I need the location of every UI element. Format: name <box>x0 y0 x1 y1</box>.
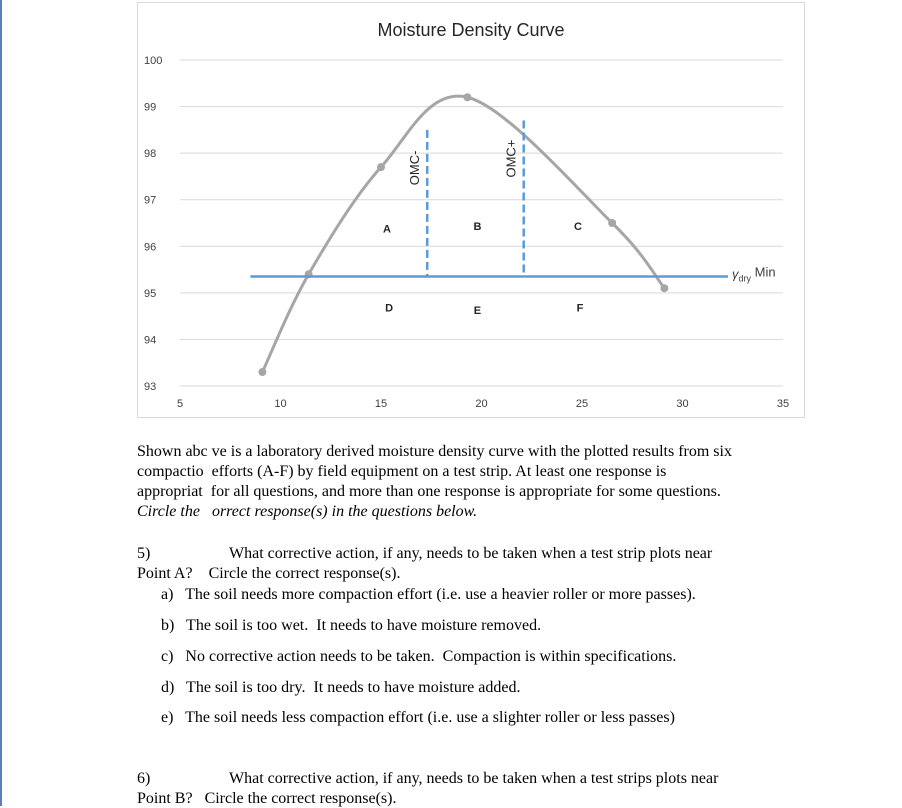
x-tick-label: 20 <box>475 398 488 410</box>
q5-option-a[interactable]: a) The soil needs more compaction effort (i.e. use a heavier roller or more passes). <box>161 586 696 603</box>
q5-line-2: Point A? Circle the correct response(s). <box>137 565 401 582</box>
y-tick-label: 94 <box>144 334 157 347</box>
q6-number: 6) <box>137 770 151 787</box>
page-edge-rule <box>0 0 2 806</box>
q6-line-2: Point B? Circle the correct response(s). <box>137 790 397 807</box>
y-tick-label: 95 <box>144 287 157 300</box>
region-label-c: C <box>574 220 582 233</box>
q5-option-b[interactable]: b) The soil is too wet. It needs to have moisture removed. <box>161 617 542 634</box>
intro-line-1: Shown abc ve is a laboratory derived moisture density curve with the plotted results from six <box>137 443 732 460</box>
region-label-f: F <box>576 302 584 315</box>
region-label-b: B <box>473 220 482 233</box>
omc-label-2: OMC+ <box>503 139 519 178</box>
intro-line-2: compactio efforts (A-F) by field equipment on a test strip. At least one response is <box>137 463 667 480</box>
x-tick-label: 10 <box>274 398 287 410</box>
omc-label-1: OMC- <box>407 150 423 186</box>
data-point-3 <box>377 163 385 171</box>
intro-line-3: appropriat for all questions, and more than one response is appropriate for some questions. <box>137 483 721 500</box>
q5-number: 5) <box>137 545 151 562</box>
moisture-density-chart <box>137 2 805 418</box>
data-point-6 <box>660 284 668 292</box>
chart-title: Moisture Density Curve <box>377 20 565 40</box>
q5-option-e[interactable]: e) The soil needs less compaction effort (i.e. use a slighter roller or less passes) <box>161 709 675 726</box>
data-point-4 <box>463 93 471 101</box>
x-tick-label: 25 <box>575 398 589 410</box>
chart-svg <box>138 3 804 417</box>
y-tick-label: 99 <box>144 101 157 114</box>
y-tick-label: 97 <box>144 194 157 207</box>
intro-line-4: Circle the orrect response(s) in the questions below. <box>137 503 478 520</box>
y-tick-label: 93 <box>144 381 157 393</box>
x-tick-label: 5 <box>176 398 184 410</box>
region-label-d: D <box>385 302 394 315</box>
q6-question: What corrective action, if any, needs to be taken when a test strips plots near <box>229 770 719 787</box>
data-point-1 <box>258 368 266 376</box>
y-tick-label: 100 <box>144 55 163 67</box>
data-point-5 <box>608 219 616 227</box>
moisture-density-curve <box>262 96 664 372</box>
q5-option-d[interactable]: d) The soil is too dry. It needs to have moisture added. <box>161 679 521 696</box>
q5-option-c[interactable]: c) No corrective action needs to be taken. Compaction is within specifications. <box>161 648 677 665</box>
x-tick-label: 15 <box>374 398 388 410</box>
x-tick-label: 30 <box>676 398 689 410</box>
y-tick-label: 98 <box>144 148 157 161</box>
region-label-e: E <box>473 304 482 317</box>
y-tick-label: 96 <box>144 241 157 254</box>
ydry-min-label: $\gamma_{dry}$ Min <box>732 264 776 284</box>
q5-question: What corrective action, if any, needs to be taken when a test strip plots near <box>229 545 713 562</box>
x-tick-label: 35 <box>776 398 790 410</box>
region-label-a: A <box>383 223 392 236</box>
